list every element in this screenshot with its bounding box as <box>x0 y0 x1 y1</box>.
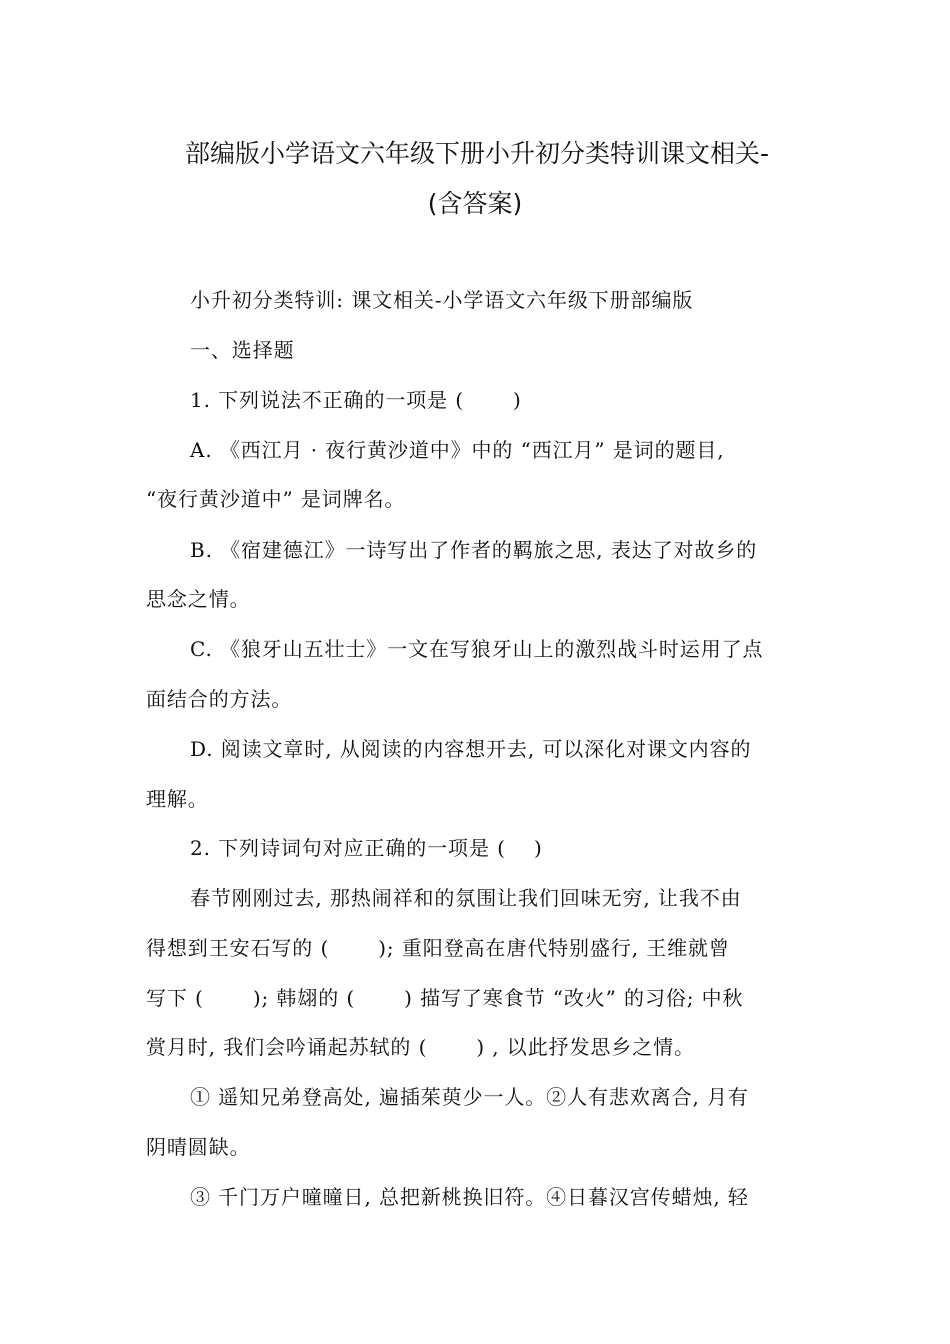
option-d-line1: D. 阅读文章时, 从阅读的内容想开去, 可以深化对课文内容的 <box>190 737 752 761</box>
passage-line2: 得想到王安石写的 ( ); 重阳登高在唐代特别盛行, 王维就曾 <box>146 936 730 960</box>
document-title-line2: (含答案) <box>427 189 523 218</box>
option-c-line1: C. 《狼牙山五壮士》一文在写狼牙山上的激烈战斗时运用了点 <box>190 637 764 661</box>
option-c-line2: 面结合的方法。 <box>146 687 293 711</box>
passage-line1: 春节刚刚过去, 那热闹祥和的氛围让我们回味无穷, 让我不由 <box>190 886 742 910</box>
option-b-line1: B. 《宿建德江》一诗写出了作者的羁旅之思, 表达了对故乡的 <box>190 538 758 562</box>
document-title-line1: 部编版小学语文六年级下册小升初分类特训课文相关- <box>185 139 770 168</box>
verse-options-line2: 阴晴圆缺。 <box>146 1135 251 1159</box>
verse-options-line1: ① 遥知兄弟登高处, 遍插茱萸少一人。②人有悲欢离合, 月有 <box>190 1085 749 1109</box>
option-a-line2: “夜行黄沙道中” 是词牌名。 <box>146 487 406 511</box>
passage-line3: 写下 ( ); 韩翃的 ( ) 描写了寒食节 “改火” 的习俗; 中秋 <box>146 986 744 1010</box>
verse-options-line3: ③ 千门万户曈曈日, 总把新桃换旧符。④日暮汉宫传蜡烛, 轻 <box>190 1185 749 1209</box>
section-heading: 一、选择题 <box>190 338 295 362</box>
question-1: 1. 下列说法不正确的一项是 ( ) <box>190 388 522 412</box>
option-d-line2: 理解。 <box>146 787 209 811</box>
option-b-line2: 思念之情。 <box>146 587 251 611</box>
option-a-line1: A. 《西江月 · 夜行黄沙道中》中的 “西江月” 是词的题目, <box>190 438 725 462</box>
question-2: 2. 下列诗词句对应正确的一项是 ( ) <box>190 836 543 860</box>
subtitle-line: 小升初分类特训: 课文相关-小学语文六年级下册部编版 <box>190 288 694 312</box>
passage-line4: 赏月时, 我们会吟诵起苏轼的 ( ) , 以此抒发思乡之情。 <box>146 1035 695 1059</box>
